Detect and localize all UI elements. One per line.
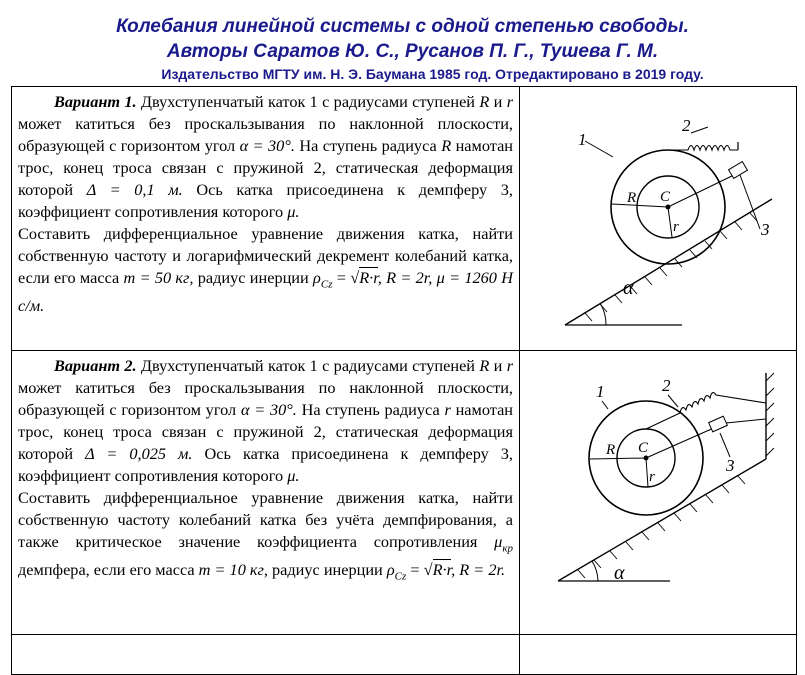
title-line-1: Колебания линейной системы с одной степенью свободы. (116, 16, 689, 37)
leader-3 (720, 433, 730, 457)
leader-1 (602, 401, 608, 409)
variant-1-task: Составить дифференциальное уравнение движения катка, найти собственную частоту и логарифмический декремент колебаний катка, если его масса (18, 224, 513, 287)
variant-1-text-a: Двухступенчатый каток 1 с радиусами ступеней (140, 92, 476, 111)
incline-hatching (578, 476, 745, 578)
variant-1-inertia-label: радиус инерции (197, 268, 309, 287)
variant-1-text-d: намотан трос, конец троса связан с пружиной 2, статическая деформация которой (18, 136, 514, 199)
variant-2-mu: μ. (287, 466, 300, 485)
variant-2-text-c: На ступень радиуса (301, 400, 440, 419)
variant-1-diagram (520, 87, 796, 345)
variant-1-text-c: На ступень радиуса (299, 136, 437, 155)
variant-1-inertia-formula: $\rho_{Cz} = √R\cdot r$ (313, 268, 378, 291)
damper-3 (709, 416, 728, 432)
label-2: 2 (662, 376, 671, 395)
alpha-label: α (614, 562, 625, 584)
variant-2-alpha: α = 30°. (240, 400, 297, 419)
variant-1-params: , R = 2r, μ = 1260 Н с/м. (18, 268, 513, 316)
variant-row-1 (12, 87, 797, 351)
variant-2-text-e: Ось катка присоединена к демпферу 3, коэффициент сопротивления которого (18, 444, 514, 485)
label-3: 3 (761, 220, 770, 239)
authors-line: Авторы Саратов Ю. С., Русанов П. Г., Тушева Г. М. (166, 41, 659, 62)
variant-2-inertia-label: радиус инерции (272, 560, 383, 580)
variant-2-figure-cell (520, 351, 797, 635)
variant-1-alpha: α = 30°. (239, 136, 295, 155)
variant-1-label: Вариант 1. (54, 92, 137, 111)
variant-1-mass: m = 50 кг, (123, 268, 194, 287)
variant-2-diagram (520, 351, 796, 629)
radius-r-line (668, 207, 672, 237)
variant-2-R: R (479, 356, 490, 375)
variant-2-mass: m = 10 кг, (198, 560, 268, 580)
variant-row-2 (12, 351, 797, 635)
label-1: 1 (596, 382, 605, 401)
variant-1-R: R (479, 92, 490, 111)
label-1: 1 (578, 130, 587, 149)
variant-1-text-b: может катиться без проскальзывания по наклонной плоскости, образующей с горизонтом угол (18, 114, 513, 155)
leader-3 (740, 175, 760, 229)
wall-hatching (766, 373, 774, 456)
label-3: 3 (726, 456, 735, 475)
r-label: r (673, 219, 679, 235)
variant-2-r: r (506, 356, 514, 375)
variant-2-task: Составить дифференциальное уравнение движения катка, найти собственную частоту колебаний катка без учёта демпфирования, а также критическое значение коэффициента сопротивления (18, 488, 513, 551)
C-label: C (638, 440, 649, 456)
r-label: r (649, 469, 655, 485)
variant-2-text-a: Двухступенчатый каток 1 с радиусами ступеней (140, 356, 476, 375)
spring-2 (646, 393, 766, 429)
variant-1-r: r (506, 92, 514, 111)
publisher-line: Издательство МГТУ им. Н. Э. Баумана 1985 год. Отредактировано в 2019 году. (161, 66, 704, 82)
alpha-label: α (623, 277, 634, 299)
radius-r-line (646, 458, 648, 487)
C-label: C (660, 189, 671, 205)
variant-2-delta: Δ = 0,025 м. (85, 444, 193, 463)
radius-R-line (590, 458, 646, 459)
variant-2-inertia-formula: $\rho_{Cz} = √R\cdot r$ (386, 560, 452, 583)
variant-1-delta: Δ = 0,1 м. (86, 180, 183, 199)
label-2: 2 (682, 116, 691, 135)
R-label: R (606, 442, 616, 458)
variant-2-mu-kr: $\mu_{кр}$ (494, 532, 513, 555)
variant-2-text-cell (12, 351, 520, 635)
variant-2-task-b: демпфера, если его (18, 560, 152, 580)
variant-2-text-d: намотан трос, конец троса связан с пружиной 2, статическая деформация которой (18, 400, 514, 463)
variant-1-mu: μ. (287, 202, 300, 221)
variant-2-mass-label: масса (155, 560, 195, 580)
variants-table (11, 86, 797, 675)
leader-2 (691, 127, 708, 133)
variant-2-params: , R = 2r. (451, 560, 506, 580)
variant-1-figure-cell (520, 87, 797, 351)
variant-1-text-e: Ось катка присоединена к демпферу 3, коэффициент сопротивления которого (18, 180, 514, 221)
variant-1-and: и (493, 92, 503, 111)
incline-line (558, 459, 766, 581)
angle-arc (600, 303, 606, 325)
variant-2-and: и (493, 356, 503, 375)
R-label: R (627, 190, 637, 206)
variant-2-label: Вариант 2. (54, 356, 137, 375)
variant-2-rope-radius: r (444, 400, 451, 419)
variant-2-text-b: может катиться без проскальзывания по наклонной плоскости, образующей с горизонтом угол (18, 378, 513, 419)
leader-1 (585, 141, 613, 157)
spring-2 (668, 146, 738, 151)
variant-1-text-cell (12, 87, 520, 351)
variant-1-rope-radius: R (441, 136, 452, 155)
variant-row-3-partial (12, 635, 797, 675)
incline-line (565, 199, 772, 325)
